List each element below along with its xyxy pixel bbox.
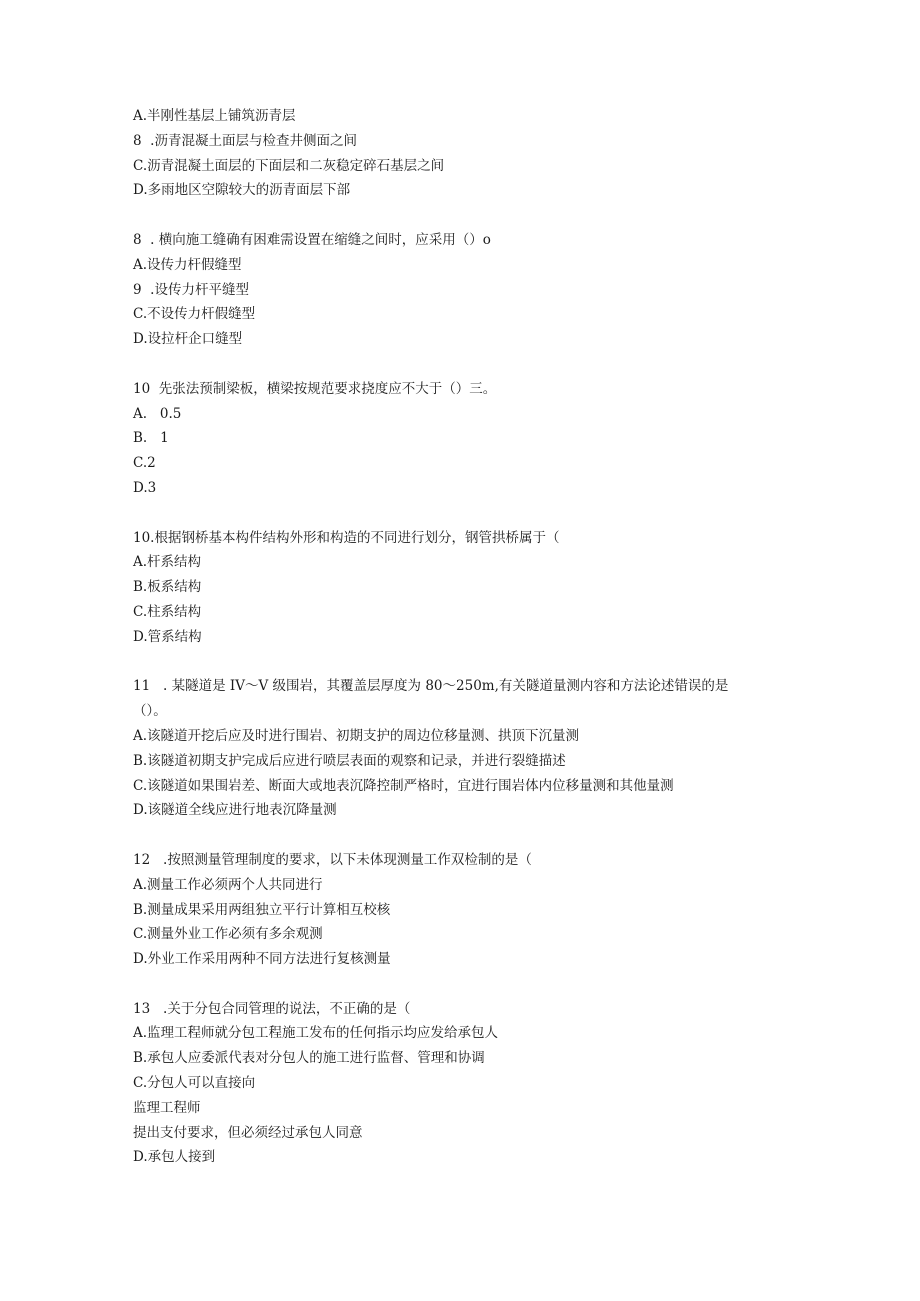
option-a: A.测量工作必须两个人共同进行 [133, 876, 323, 893]
option-d: D.3 [133, 479, 157, 496]
option-c: C.沥青混凝土面层的下面层和二灰稳定碎石基层之间 [133, 157, 445, 174]
option-c: C.不设传力杆假缝型 [133, 306, 256, 323]
option-d: D.管系结构 [133, 628, 202, 645]
option-b: B.测量成果采用两组独立平行计算相互校核 [133, 901, 391, 918]
option-b: B.该隧道初期支护完成后应进行喷层表面的观察和记录，并进行裂缝描述 [133, 752, 566, 769]
question-text: 11 . 某隧道是 IV～V 级围岩，其覆盖层厚度为 80～250m,有关隧道量测内容和方法论述错误的是 [133, 678, 729, 695]
question-text: 8 . 横向施工缝确有困难需设置在缩缝之间时，应采用（）o [133, 231, 491, 248]
option-a: A.半刚性基层上铺筑沥青层 [133, 108, 296, 124]
question-text: 13 .关于分包合同管理的说法，不正确的是（ [133, 1000, 411, 1017]
paragraph-gap [133, 501, 773, 526]
option-c-continued: 监理工程师 [133, 1099, 201, 1116]
option-d: D.该隧道全线应进行地表沉降量测 [133, 802, 337, 819]
question-text: 10.根据钢桥基本构件结构外形和构造的不同进行划分，钢管拱桥属于（ [133, 529, 560, 546]
option-b: 9 .设传力杆平缝型 [133, 281, 249, 298]
question-block-12 [133, 848, 773, 972]
question-text-continued: （）。 [133, 703, 167, 720]
option-d: D.承包人接到 [133, 1149, 216, 1166]
option-a: A.该隧道开挖后应及时进行围岩、初期支护的周边位移量测、拱顶下沉量测 [133, 727, 580, 744]
option-c: C.2 [133, 455, 156, 472]
question-block-11 [133, 674, 773, 823]
question-block-7 [133, 104, 773, 203]
option-a: A. 0.5 [133, 405, 182, 422]
paragraph-gap [133, 203, 773, 228]
option-c: C.柱系结构 [133, 603, 202, 620]
option-c: C.测量外业工作必须有多余观测 [133, 926, 323, 943]
option-a: A.杆系结构 [133, 554, 202, 571]
option-b: 8 .沥青混凝土面层与检查井侧面之间 [133, 132, 357, 149]
option-a: A.设传力杆假缝型 [133, 256, 242, 273]
paragraph-gap [133, 650, 773, 675]
document-page [133, 104, 773, 1170]
option-b: B. 1 [133, 430, 169, 447]
paragraph-gap [133, 972, 773, 997]
question-block-10b [133, 526, 773, 650]
option-b: B.板系结构 [133, 579, 202, 596]
paragraph-gap [133, 823, 773, 848]
option-d: D.外业工作采用两种不同方法进行复核测量 [133, 951, 391, 968]
question-text: 12 .按照测量管理制度的要求，以下未体现测量工作双检制的是（ [133, 851, 532, 868]
question-text: 10 先张法预制梁板，横梁按规范要求挠度应不大于（）三。 [133, 380, 497, 397]
paragraph-gap [133, 352, 773, 377]
option-c: C.分包人可以直接向 [133, 1075, 256, 1092]
option-c: C.该隧道如果围岩差、断面大或地表沉降控制严格时，宜进行围岩体内位移量测和其他量测 [133, 777, 674, 794]
question-block-10a [133, 377, 773, 501]
option-d: D.多雨地区空隙较大的沥青面层下部 [133, 182, 351, 199]
option-c-continued: 提出支付要求，但必须经过承包人同意 [133, 1124, 363, 1141]
question-block-8 [133, 228, 773, 352]
option-d: D.设拉杆企口缝型 [133, 331, 243, 348]
option-a: A.监理工程师就分包工程施工发布的任何指示均应发给承包人 [133, 1025, 499, 1042]
option-b: B.承包人应委派代表对分包人的施工进行监督、管理和协调 [133, 1050, 485, 1067]
question-block-13 [133, 997, 773, 1171]
